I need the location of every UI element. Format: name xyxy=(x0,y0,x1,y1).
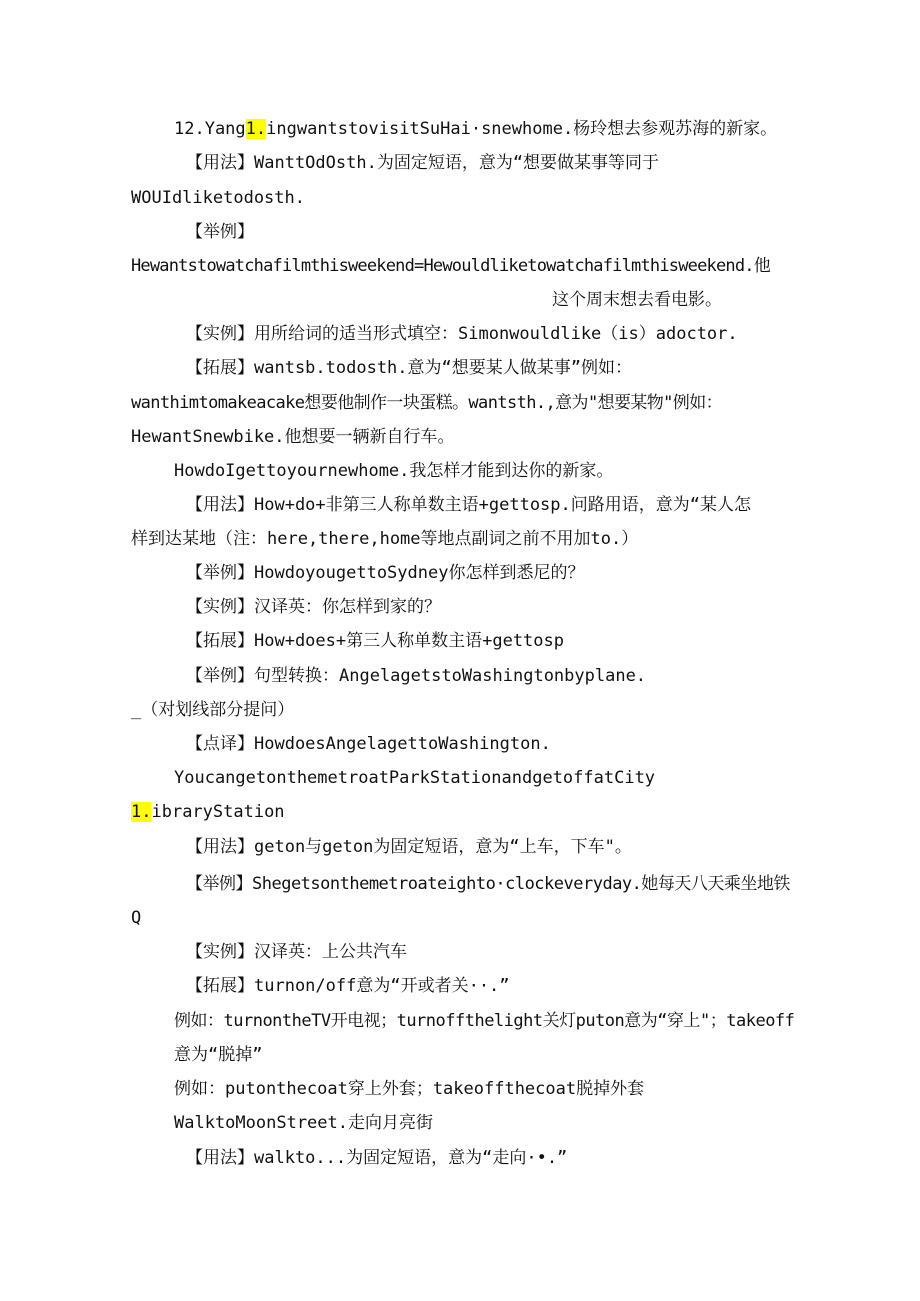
example-label-line: 【举例】 xyxy=(186,222,254,242)
highlight-mark: 1. xyxy=(245,119,267,139)
text-line: WOUIdliketodosth. xyxy=(131,188,305,208)
text-line: Q xyxy=(131,908,142,928)
line-1 xyxy=(174,118,777,140)
line-21-text: ibraryStation xyxy=(151,802,285,822)
example-label-line: 【举例】Shegetsonthemetroateighto·clockeveryday.她每天八天乘坐地铁 xyxy=(186,874,790,894)
sentence-line: HowdoIgettoyournewhome.我怎样才能到达你的新家。 xyxy=(174,461,614,481)
usage-label-line: 【用法】walkto...为固定短语，意为“走向·•.” xyxy=(186,1148,568,1168)
text-line: 意为“脱掉” xyxy=(174,1045,263,1065)
text-line xyxy=(131,801,285,823)
text-line: 样到达某地（注：here,there,home等地点副词之前不用加to.） xyxy=(131,529,639,549)
text-line: 这个周末想去看电影。 xyxy=(552,290,722,310)
extension-label-line: 【拓展】wantsb.todosth.意为“想要某人做某事”例如： xyxy=(186,358,632,378)
highlight-mark: 1. xyxy=(131,802,152,822)
text-line: HewantSnewbike.他想要一辆新自行车。 xyxy=(131,427,455,447)
practice-label-line: 【实例】汉译英：上公共汽车 xyxy=(186,942,407,962)
practice-label-line: 【实例】用所给词的适当形式填空：Simonwouldlike（is）adoctor. xyxy=(186,324,738,344)
text-line: 例如：turnontheTV开电视；turnoffthelight关灯puton意为“穿上"；takeoff xyxy=(174,1011,795,1031)
line-1-prefix: 12.Yang xyxy=(174,119,246,139)
practice-label-line: 【实例】汉译英：你怎样到家的？ xyxy=(186,597,441,617)
note-label-line: 【点译】HowdoesAngelagettoWashington. xyxy=(186,734,551,754)
text-line: 例如：putonthecoat穿上外套；takeoffthecoat脱掉外套 xyxy=(174,1079,645,1099)
sentence-line: WalktoMoonStreet.走向月亮街 xyxy=(174,1113,433,1133)
usage-label-line: 【用法】geton与geton为固定短语，意为“上车，下车"。 xyxy=(186,837,632,857)
sentence-line: YoucangetonthemetroatParkStationandgetoffatCity xyxy=(174,768,656,788)
example-label-line: 【举例】句型转换：AngelagetstoWashingtonbyplane. xyxy=(186,666,647,686)
line-1-text: ingwantstovisitSuHai·snewhome.杨玲想去参观苏海的新家。 xyxy=(266,119,778,139)
extension-label-line: 【拓展】How+does+第三人称单数主语+gettosp xyxy=(186,631,564,651)
text-line: _（对划线部分提问） xyxy=(131,700,295,720)
text-line: Hewantstowatchafilmthisweekend=Hewouldliketowatchafilmthisweekend.他 xyxy=(131,256,770,276)
example-label-line: 【举例】HowdoyougettoSydney你怎样到悉尼的？ xyxy=(186,563,585,583)
extension-label-line: 【拓展】turnon/off意为“开或者关··.” xyxy=(186,976,510,996)
text-line: wanthimtomakeacake想要他制作一块蛋糕。wantsth.,意为"想要某物"例如： xyxy=(131,393,723,413)
usage-label-line: 【用法】How+do+非第三人称单数主语+gettosp.问路用语，意为“某人怎 xyxy=(186,495,751,515)
usage-label-line: 【用法】WanttOdOsth.为固定短语，意为“想要做某事等同于 xyxy=(186,153,660,173)
